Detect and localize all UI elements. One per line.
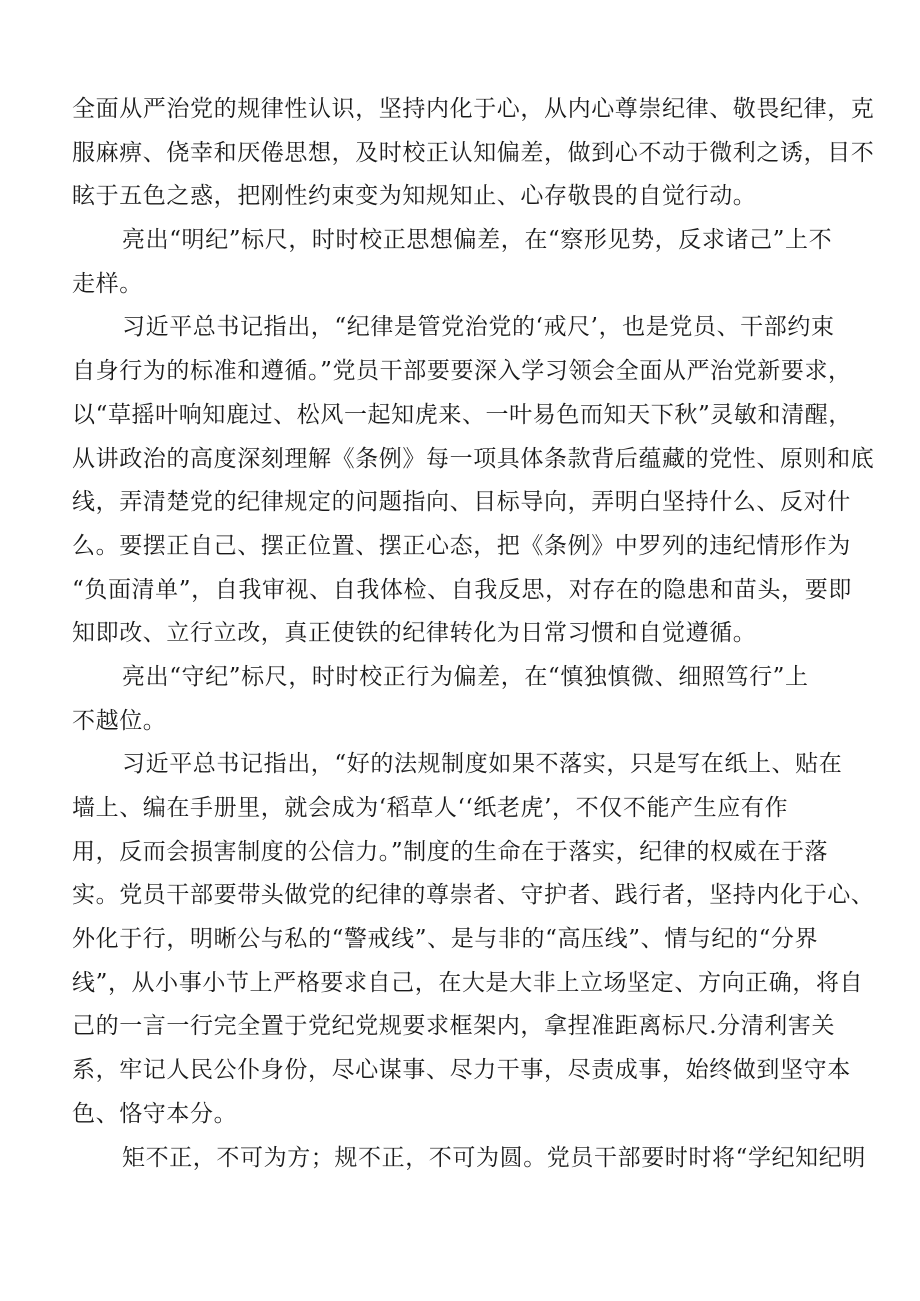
- paragraph-start-line: 亮出“明纪”标尺，时时校正思想偏差，在“察形见势，反求诸己”上不: [122, 227, 833, 254]
- text-line: 自身行为的标准和遵循。”党员干部要要深入学习领会全面从严治党新要求，: [72, 358, 852, 385]
- document-body: [72, 88, 875, 1180]
- text-line: 色、恪守本分。: [72, 1100, 238, 1127]
- text-line: “负面清单”，自我审视、自我体检、自我反思，对存在的隐患和苗头，要即: [72, 576, 852, 603]
- paragraph-start-line: 亮出“守纪”标尺，时时校正行为偏差，在“慎独慎微、细照笃行”上: [122, 663, 809, 690]
- text-line: 服麻痹、侥幸和厌倦思想，及时校正认知偏差，做到心不动于微利之诱，目不: [72, 139, 875, 166]
- text-line: 知即改、立行立改，真正使铁的纪律转化为日常习惯和自觉遵循。: [72, 620, 757, 647]
- text-line: 用，反而会损害制度的公信力。”制度的生命在于落实，纪律的权威在于落: [72, 838, 829, 865]
- text-line: 走样。: [72, 270, 143, 297]
- text-line: 实。党员干部要带头做党的纪律的尊崇者、守护者、践行者，坚持内化于心、: [72, 882, 875, 909]
- paragraph-start-line: 矩不正，不可为方；规不正，不可为圆。党员干部要时时将“学纪知纪明: [122, 1144, 866, 1171]
- text-line: 己的一言一行完全置于党纪党规要求框架内，拿捏准距离标尺.分清利害关: [72, 1013, 836, 1040]
- text-line: 全面从严治党的规律性认识，坚持内化于心，从内心尊崇纪律、敬畏纪律，克: [72, 96, 875, 122]
- text-line: 从讲政治的高度深刻理解《条例》每一项具体条款背后蕴藏的党性、原则和底: [72, 445, 875, 472]
- text-line: 线，弄清楚党的纪律规定的问题指向、目标导向，弄明白坚持什么、反对什: [72, 489, 851, 516]
- text-line: 线”，从小事小节上严格要求自己，在大是大非上立场坚定、方向正确，将自: [72, 969, 864, 996]
- text-line: 以“草摇叶响知鹿过、松风一起知虎来、一叶易色而知天下秋”灵敏和清醒，: [72, 401, 852, 428]
- text-line: 不越位。: [72, 707, 167, 734]
- paragraph-start-line: 习近平总书记指出，“纪律是管党治党的‘戒尺’，也是党员、干部约束: [122, 314, 835, 341]
- text-line: 系，牢记人民公仆身份，尽心谋事、尽力干事，尽责成事，始终做到坚守本: [72, 1057, 851, 1084]
- text-line: 么。要摆正自己、摆正位置、摆正心态，把《条例》中罗列的违纪情形作为: [72, 532, 851, 559]
- text-line: 外化于行，明晰公与私的“警戒线”、是与非的“高压线”、情与纪的“分界: [72, 926, 819, 953]
- text-line: 眩于五色之惑，把刚性约束变为知规知止、心存敬畏的自觉行动。: [72, 183, 757, 210]
- paragraph-start-line: 习近平总书记指出，“好的法规制度如果不落实，只是写在纸上、贴在: [122, 751, 843, 778]
- text-line: 墙上、编在手册里，就会成为‘稻草人‘‘纸老虎’，不仅不能产生应有作: [72, 795, 789, 821]
